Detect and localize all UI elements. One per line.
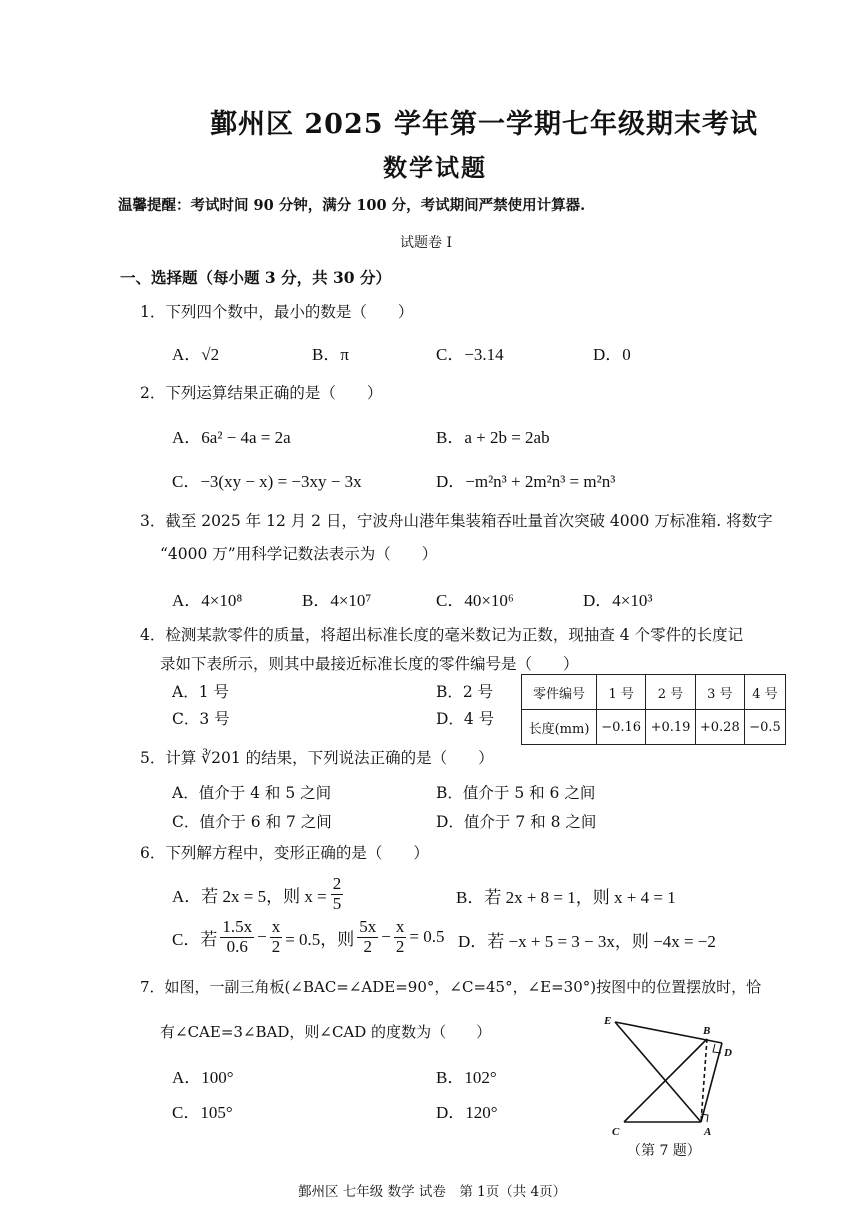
exam-notice: 温馨提醒：考试时间 90 分钟，满分 100 分，考试期间严禁使用计算器. [118,197,586,214]
q2-stem: 2．下列运算结果正确的是（ ） [140,384,383,402]
q2-option-d: D．−m²n³ + 2m²n³ = m²n³ [436,472,616,491]
q2-option-c: C．−3(xy − x) = −3xy − 3x [172,472,362,491]
q5-stem: 5．计算 ∛201 的结果，下列说法正确的是（ ） [140,749,494,767]
q5-option-a: A．值介于 4 和 5 之间 [172,784,332,802]
q1-option-b: B．π [312,345,349,364]
q6-option-b: B．若 2x + 8 = 1，则 x + 4 = 1 [456,888,676,907]
q5-option-d: D．值介于 7 和 8 之间 [436,813,597,831]
numerator: x [271,916,281,936]
q7-triangle-figure [600,1012,750,1137]
label-D: D [724,1047,732,1059]
page-title: 鄞州区 2025 学年第一学期七年级期末考试 [210,109,758,140]
table-cell: +0.19 [646,710,695,745]
q4-option-d: D．4 号 [436,710,495,728]
q3-option-d: D．4×10³ [583,591,653,610]
q3-option-b: B．4×10⁷ [302,591,372,610]
q4-length-table [521,674,786,745]
q2-option-b: B．a + 2b = 2ab [436,428,550,447]
q1-option-c: C．−3.14 [436,345,504,364]
q7-stem-line2: 有∠CAE=3∠BAD，则∠CAD 的度数为（ ） [160,1023,492,1041]
q4-option-b: B．2 号 [436,683,494,701]
numerator: x [395,916,405,936]
q3-option-a: A．4×10⁸ [172,591,243,610]
q6-option-c [172,915,444,959]
q6-option-d: D．若 −x + 5 = 3 − 3x，则 −4x = −2 [458,932,716,951]
q7-figure-caption: （第 7 题） [627,1143,701,1159]
denominator: 5 [332,893,342,913]
q3-stem-line2: “4000 万”用科学记数法表示为（ ） [160,545,438,563]
fraction [331,875,344,913]
table-cell: 零件编号 [522,675,597,710]
numerator: 1.5x [222,916,253,936]
page-footer: 鄞州区 七年级 数学 试卷 第 1页（共 4页） [298,1184,567,1200]
table-header-row [522,675,786,710]
table-cell: 4 号 [744,675,785,710]
denominator: 2 [363,936,373,956]
table-row [522,710,786,745]
table-cell: 2 号 [646,675,695,710]
paper-label: 试题卷 I [400,235,452,251]
q1-option-a: A．√2 [172,345,220,364]
q4-option-c: C．3 号 [172,710,230,728]
q7-option-b: B．102° [436,1068,497,1087]
q6-c-text: = 0.5，则 [285,929,355,949]
q3-option-c: C．40×10⁶ [436,591,514,610]
q1-option-d: D．0 [593,345,631,364]
q7-stem-line1: 7．如图，一副三角板(∠BAC=∠ADE=90°，∠C=45°，∠E=30°)按图中的位置摆放时，恰 [140,978,762,996]
q2-option-a: A．6a² − 4a = 2a [172,428,291,447]
q7-option-a: A．100° [172,1068,234,1087]
table-cell: 长度(mm) [522,710,597,745]
operator: − [381,927,391,946]
q6-c-text: = 0.5 [409,927,445,946]
numerator: 5x [359,916,377,936]
q5-option-b: B．值介于 5 和 6 之间 [436,784,596,802]
table-cell: −0.16 [597,710,646,745]
fraction [270,918,283,956]
label-A: A [704,1126,712,1137]
table-cell: 1 号 [597,675,646,710]
table-cell: −0.5 [744,710,785,745]
table-cell: +0.28 [695,710,744,745]
operator: − [257,927,267,946]
denominator: 0.6 [226,936,248,956]
fraction [357,918,378,956]
q7-option-c: C．105° [172,1103,233,1122]
q5-option-c: C．值介于 6 和 7 之间 [172,813,332,831]
page-subtitle: 数学试题 [383,153,487,182]
label-B: B [703,1025,711,1037]
q3-stem-line1: 3．截至 2025 年 12 月 2 日，宁波舟山港年集装箱吞吐量首次突破 4000 万标准箱. 将数字 [140,512,773,530]
section-heading: 一、选择题（每小题 3 分，共 30 分） [120,268,391,287]
q6-c-text: C．若 [172,929,218,949]
denominator: 2 [271,936,281,956]
q4-option-a: A．1 号 [172,683,229,701]
q4-stem-line2: 录如下表所示，则其中最接近标准长度的零件编号是（ ） [160,655,579,673]
label-E: E [604,1015,612,1027]
edge-CB [624,1039,707,1122]
denominator: 2 [395,936,405,956]
fraction [394,918,407,956]
label-C: C [612,1126,620,1137]
q6-option-a [172,872,343,916]
fraction [220,918,254,956]
q1-stem: 1．下列四个数中，最小的数是（ ） [140,303,414,321]
numerator: 2 [332,873,342,893]
q7-option-d: D．120° [436,1103,498,1122]
table-cell: 3 号 [695,675,744,710]
q6-stem: 6．下列解方程中，变形正确的是（ ） [140,844,429,862]
q4-stem-line1: 4．检测某款零件的质量，将超出标准长度的毫米数记为正数，现抽查 4 个零件的长度记 [140,626,744,644]
q6-a-text: A．若 2x = 5，则 x = [172,886,327,906]
